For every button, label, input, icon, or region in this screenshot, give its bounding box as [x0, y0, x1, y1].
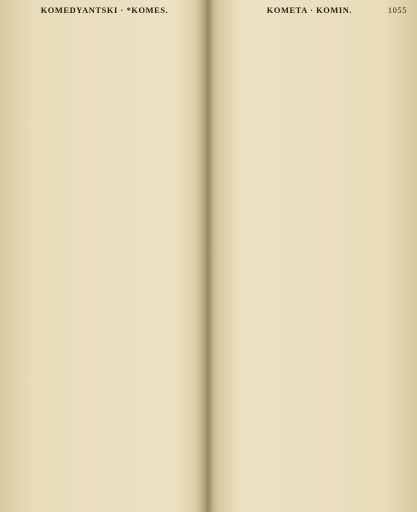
- right-page: [211, 0, 417, 512]
- left-page: [0, 0, 205, 512]
- left-running-head: [12, 5, 197, 17]
- left-column: [12, 20, 197, 508]
- right-running-head-text: KOMETA · KOMIN.: [266, 6, 353, 15]
- text-line: [12, 497, 197, 503]
- page-number: 1055: [387, 6, 407, 15]
- text-line: [219, 491, 407, 497]
- left-running-head-text: KOMEDYANTSKI · *KOMES.: [40, 6, 169, 15]
- right-column: [219, 20, 407, 508]
- right-running-head: [219, 5, 407, 17]
